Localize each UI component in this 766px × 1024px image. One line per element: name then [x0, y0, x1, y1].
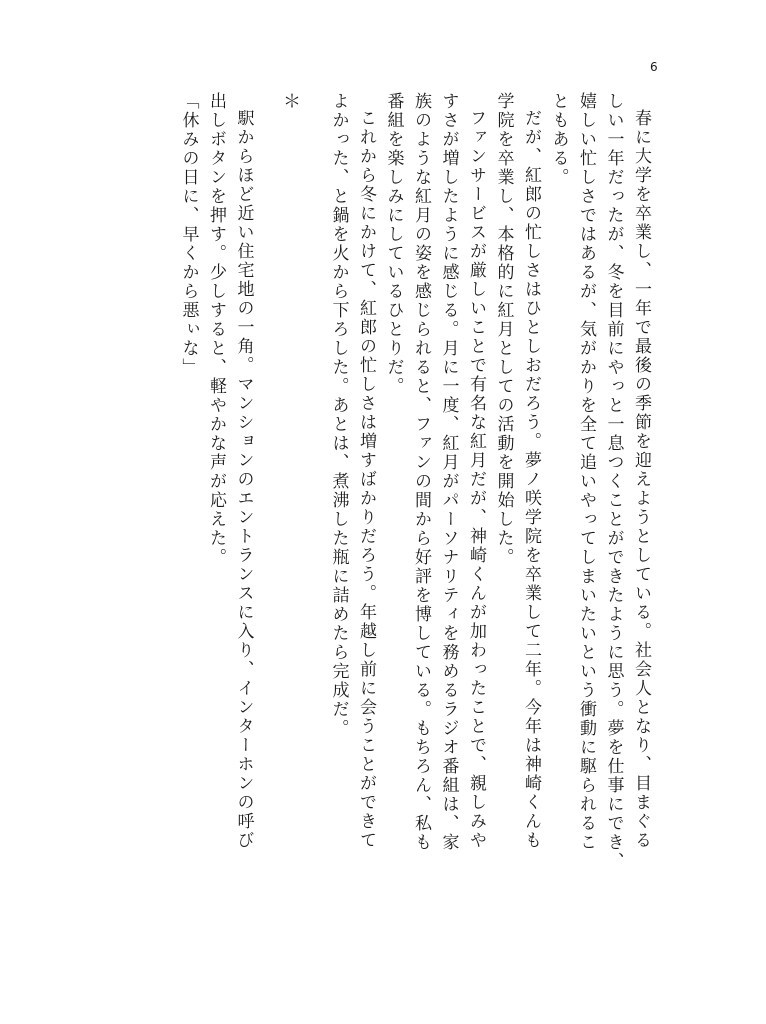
- text-line: 春に大学を卒業し、一年で最後の季節を迎えようとしている。社会人となり、目まぐる: [631, 109, 651, 850]
- text-line: 駅からほど近い住宅地の一角。マンションのエントランスに入り、インターホンの呼び: [233, 109, 254, 850]
- blank-line: [304, 92, 324, 952]
- blank-line: [257, 92, 277, 952]
- text-line: 出しボタンを押す。少しすると、軽やかな声が応えた。: [206, 92, 226, 567]
- scene-separator: ＊: [280, 92, 301, 112]
- text-line: ともある。: [548, 92, 569, 187]
- text-line: よかった、と鍋を火から下ろした。あとは、煮沸した瓶に詰めたら完成だ。: [328, 92, 349, 738]
- dialogue-line: 「休みの日に、早くから悪ぃな」: [178, 92, 199, 377]
- text-line: ファンサービスが厳しいことで有名な紅月だが、神崎くんが加わったことで、親しみや: [466, 109, 486, 850]
- page-number: 6: [650, 60, 658, 74]
- text-line: これから冬にかけて、紅郎の忙しさは増すばかりだろう。年越し前に会うことができて: [356, 109, 376, 850]
- vertical-text-body: [174, 92, 654, 952]
- text-line: 学院を卒業し、本格的に紅月としての活動を開始した。: [493, 92, 514, 567]
- text-line: すさが増したように感じる。月に一度、紅月がパーソナリティを務めるラジオ番組は、家: [438, 92, 459, 852]
- text-line: 嬉しい忙しさではあるが、気がかりを全て追いやってしまいたいという衝動に駆られるこ: [576, 92, 596, 852]
- text-line: 番組を楽しみにしているひとりだ。: [383, 92, 404, 396]
- text-line: 族のような紅月の姿を感じられると、ファンの間から好評を博している。もちろん、私も: [411, 92, 431, 852]
- text-line: しい一年だったが、冬を目前にやっと一息つくことができたように思う。夢を仕事にでき、: [603, 92, 624, 871]
- text-line: だが、紅郎の忙しさはひとしおだろう。夢ノ咲学院を卒業して二年。今年は神崎くんも: [521, 109, 541, 850]
